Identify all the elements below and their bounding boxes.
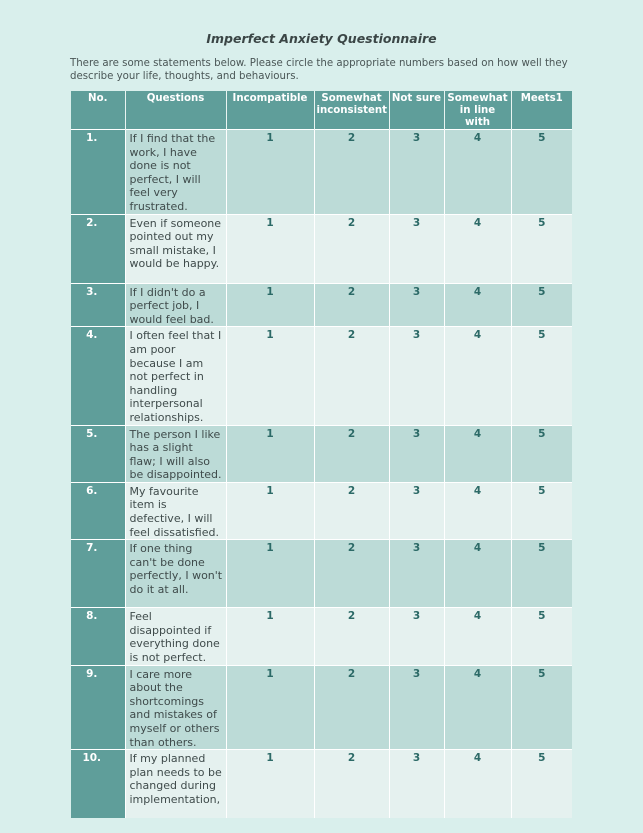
question-text: Even if someone pointed out my small mistake, I would be happy. — [125, 214, 226, 283]
question-number: 9. — [71, 665, 125, 750]
question-number: 5. — [71, 425, 125, 482]
instructions-text: There are some statements below. Please circle the appropriate numbers based on how well they describe your life, thoughts, and behaviours. — [70, 58, 568, 82]
rating-option-1[interactable]: 1 — [226, 283, 314, 327]
rating-option-3[interactable]: 3 — [389, 425, 444, 482]
table-row — [71, 425, 572, 482]
rating-option-3[interactable]: 3 — [389, 750, 444, 818]
rating-option-1[interactable]: 1 — [226, 665, 314, 750]
rating-option-2[interactable]: 2 — [314, 608, 389, 665]
question-number: 1. — [71, 130, 125, 215]
rating-option-2[interactable]: 2 — [314, 283, 389, 327]
question-text: If I find that the work, I have done is not perfect, I will feel very frustrated. — [125, 130, 226, 215]
rating-option-4[interactable]: 4 — [444, 540, 511, 608]
table-row — [71, 283, 572, 327]
table-row — [71, 482, 572, 539]
rating-option-4[interactable]: 4 — [444, 130, 511, 215]
rating-option-3[interactable]: 3 — [389, 283, 444, 327]
rating-option-4[interactable]: 4 — [444, 283, 511, 327]
rating-option-4[interactable]: 4 — [444, 482, 511, 539]
rating-option-4[interactable]: 4 — [444, 750, 511, 818]
rating-option-3[interactable]: 3 — [389, 130, 444, 215]
rating-option-2[interactable]: 2 — [314, 750, 389, 818]
rating-option-4[interactable]: 4 — [444, 608, 511, 665]
question-text: I often feel that I am poor because I am not perfect in handling interpersonal relationships. — [125, 327, 226, 425]
question-number: 4. — [71, 327, 125, 425]
rating-option-5[interactable]: 5 — [511, 425, 572, 482]
rating-option-4[interactable]: 4 — [444, 665, 511, 750]
question-number: 6. — [71, 482, 125, 539]
rating-option-1[interactable]: 1 — [226, 214, 314, 283]
rating-option-1[interactable]: 1 — [226, 130, 314, 215]
header-meets: Meets1 — [511, 91, 572, 130]
header-no: No. — [71, 91, 125, 130]
question-text: I care more about the shortcomings and mistakes of myself or others than others. — [125, 665, 226, 750]
rating-option-4[interactable]: 4 — [444, 425, 511, 482]
rating-option-1[interactable]: 1 — [226, 608, 314, 665]
question-number: 3. — [71, 283, 125, 327]
question-text: My favourite item is defective, I will feel dissatisfied. — [125, 482, 226, 539]
rating-option-3[interactable]: 3 — [389, 214, 444, 283]
rating-option-2[interactable]: 2 — [314, 425, 389, 482]
header-somewhat-inconsistent: Somewhat inconsistent — [314, 91, 389, 130]
table-row — [71, 214, 572, 283]
rating-option-2[interactable]: 2 — [314, 327, 389, 425]
header-not-sure: Not sure — [389, 91, 444, 130]
rating-option-3[interactable]: 3 — [389, 608, 444, 665]
rating-option-1[interactable]: 1 — [226, 750, 314, 818]
table-header-row — [71, 91, 572, 130]
rating-option-5[interactable]: 5 — [511, 540, 572, 608]
rating-option-3[interactable]: 3 — [389, 327, 444, 425]
question-number: 2. — [71, 214, 125, 283]
rating-option-2[interactable]: 2 — [314, 540, 389, 608]
questionnaire-table — [71, 91, 572, 818]
rating-option-5[interactable]: 5 — [511, 665, 572, 750]
rating-option-5[interactable]: 5 — [511, 130, 572, 215]
question-text: If my planned plan needs to be changed during implementation, — [125, 750, 226, 818]
rating-option-1[interactable]: 1 — [226, 482, 314, 539]
question-number: 10. — [71, 750, 125, 818]
rating-option-5[interactable]: 5 — [511, 327, 572, 425]
rating-option-2[interactable]: 2 — [314, 214, 389, 283]
rating-option-4[interactable]: 4 — [444, 327, 511, 425]
rating-option-4[interactable]: 4 — [444, 214, 511, 283]
table-row — [71, 327, 572, 425]
table-row — [71, 608, 572, 665]
question-text: If I didn't do a perfect job, I would feel bad. — [125, 283, 226, 327]
table-row — [71, 750, 572, 818]
page-title: Imperfect Anxiety Questionnaire — [206, 31, 437, 46]
header-incompatible: Incompatible — [226, 91, 314, 130]
rating-option-3[interactable]: 3 — [389, 540, 444, 608]
header-somewhat-in-line: Somewhat in line with — [444, 91, 511, 130]
table-row — [71, 130, 572, 215]
question-text: Feel disappointed if everything done is not perfect. — [125, 608, 226, 665]
rating-option-3[interactable]: 3 — [389, 665, 444, 750]
header-questions: Questions — [125, 91, 226, 130]
rating-option-2[interactable]: 2 — [314, 130, 389, 215]
rating-option-5[interactable]: 5 — [511, 750, 572, 818]
question-text: If one thing can't be done perfectly, I won't do it at all. — [125, 540, 226, 608]
rating-option-1[interactable]: 1 — [226, 327, 314, 425]
rating-option-5[interactable]: 5 — [511, 283, 572, 327]
rating-option-2[interactable]: 2 — [314, 482, 389, 539]
rating-option-1[interactable]: 1 — [226, 425, 314, 482]
question-number: 8. — [71, 608, 125, 665]
rating-option-2[interactable]: 2 — [314, 665, 389, 750]
rating-option-5[interactable]: 5 — [511, 214, 572, 283]
rating-option-1[interactable]: 1 — [226, 540, 314, 608]
table-row — [71, 665, 572, 750]
rating-option-5[interactable]: 5 — [511, 482, 572, 539]
rating-option-5[interactable]: 5 — [511, 608, 572, 665]
rating-option-3[interactable]: 3 — [389, 482, 444, 539]
question-number: 7. — [71, 540, 125, 608]
table-row — [71, 540, 572, 608]
question-text: The person I like has a slight flaw; I will also be disappointed. — [125, 425, 226, 482]
